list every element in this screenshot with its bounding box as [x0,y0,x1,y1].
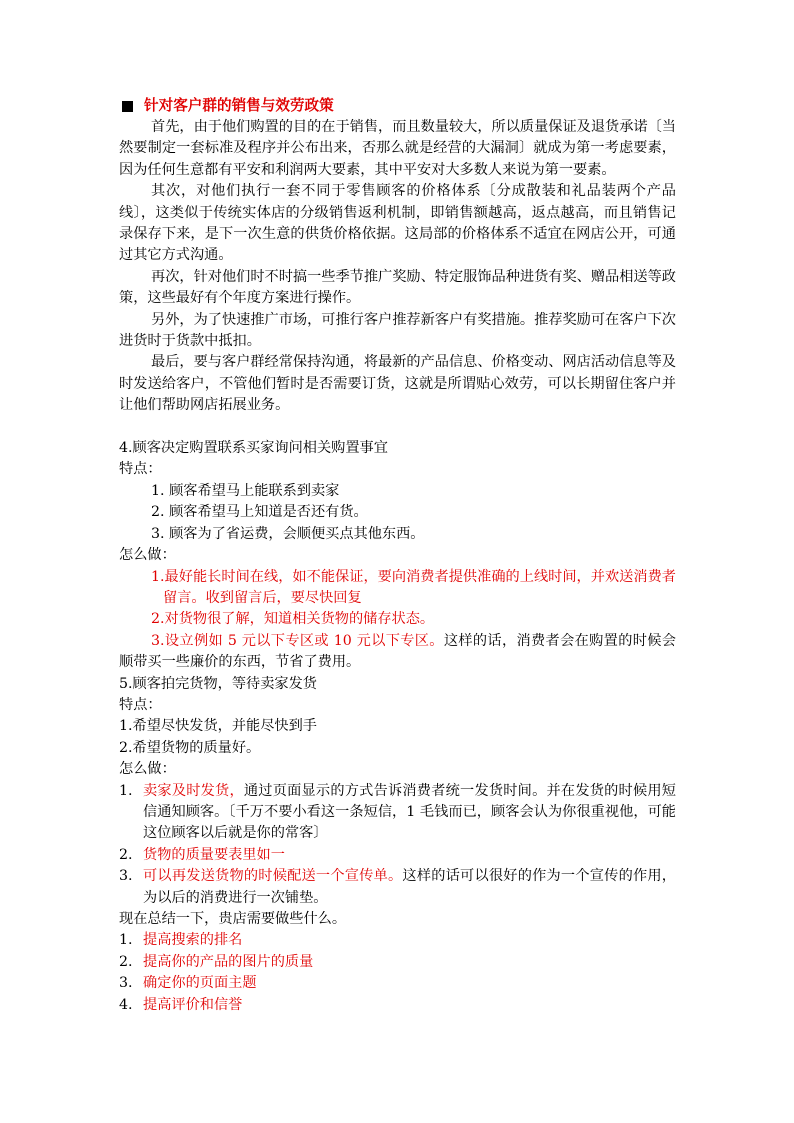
document-page [119,95,676,1016]
list-number: 3. [119,868,133,885]
section5-feature-1: 1.希望尽快发货，并能尽快到手 [119,718,317,735]
section5-howto-1-body [143,781,676,845]
summary-item-3 [119,973,676,994]
list-number: 1. [119,782,133,799]
list-number: 2. [119,846,133,863]
section4-howto-3-red: 3.设立例如 5 元以下专区或 10 元以下专区。 [151,632,444,649]
blank-line [119,417,676,438]
section5-howto-label: 怎么做： [119,761,176,778]
summary-intro: 现在总结一下，贵店需要做些什么。 [119,911,347,928]
summary-item-1 [119,930,676,951]
list-number: 3. [151,525,165,542]
section4-howto-1 [151,567,676,610]
section5-howto-3-red: 可以再发送货物的时候配送一个宣传单。 [143,868,403,885]
list-text: 顾客希望马上能联系到卖家 [169,482,340,499]
section4-howto-3-rest: 这样的话，消费者会在购置的时候会顺带买一些廉价的东西，节省了费用。 [119,632,676,671]
section5-title: 5.顾客拍完货物，等待卖家发货 [119,675,317,692]
section5-features-label: 特点： [119,696,162,713]
square-bullet-icon [122,101,133,112]
list-text: 顾客为了省运费，会顺便买点其他东西。 [169,525,425,542]
section5-howto-2 [119,845,676,866]
section5-howto-3-body [143,866,676,909]
list-number: 2. [119,953,133,970]
section5-howto-2-text: 货物的质量要表里如一 [143,846,285,863]
list-number: 4. [119,996,133,1013]
section4-feature-1 [119,481,676,502]
section4-howto-1-text: 1.最好能长时间在线，如不能保证，要向消费者提供准确的上线时间，并欢送消费者留言。收到留言后，要尽快回复 [151,568,676,606]
section4-feature-3 [119,524,676,545]
section5-howto-1-rest: 通过页面显示的方式告诉消费者统一发货时间。并在发货的时候用短信通知顾客。〔千万不要小看这一条短信，1 毛钱而已，顾客会认为你很重视他，可能这位顾客以后就是你的常客〕 [143,782,676,842]
section4-howto-1-wrap [119,567,676,610]
section5-howto-1 [119,781,676,845]
policy-paragraph-5: 最后，要与客户群经常保持沟通，将最新的产品信息、价格变动、网店活动信息等及时发送给客户，不管他们暂时是否需要订货，这就是所谓贴心效劳，可以长期留住客户并让他们帮助网店拓展业务。 [119,354,676,414]
heading-text: 针对客户群的销售与效劳政策 [144,97,334,115]
section4-features-label: 特点： [119,461,162,478]
section4-howto-2: 2.对货物很了解，知道相关货物的储存状态。 [151,611,435,628]
list-number: 2. [151,504,165,521]
list-text: 提高你的产品的图片的质量 [143,953,314,970]
section4-feature-2 [119,502,676,523]
list-number: 1. [119,932,133,949]
list-number: 3. [119,975,133,992]
list-number: 1. [151,482,165,499]
section4-howto-label: 怎么做： [119,547,176,564]
section5-howto-1-red: 卖家及时发货， [143,782,244,799]
list-text: 确定你的页面主题 [143,975,257,992]
section5-howto-3-rest: 这样的话可以很好的作为一个宣传的作用，为以后的消费进行一次铺垫。 [143,868,676,906]
section5-feature-2: 2.希望货物的质量好。 [119,739,261,756]
section-heading [119,95,676,117]
list-text: 提高搜索的排名 [143,932,243,949]
section4-howto-3 [119,631,676,674]
summary-item-4 [119,995,676,1016]
policy-paragraph-3: 再次，针对他们时不时搞一些季节推广奖励、特定服饰品种进货有奖、赠品相送等政策，这些最好有个年度方案进行操作。 [119,268,676,307]
policy-paragraph-4: 另外，为了快速推广市场，可推行客户推荐新客户有奖措施。推荐奖励可在客户下次进货时于货款中抵扣。 [119,311,676,350]
list-text: 提高评价和信誉 [143,996,243,1013]
summary-item-2 [119,952,676,973]
policy-paragraph-1: 首先，由于他们购置的目的在于销售，而且数量较大，所以质量保证及退货承诺〔当然要制定一套标准及程序并公布出来，否那么就是经营的大漏洞〕就成为第一考虑要素，因为任何生意都有平安和利润两大要素，其中平安对大多数人来说为第一要素。 [119,119,676,178]
policy-paragraph-2: 其次，对他们执行一套不同于零售顾客的价格体系〔分成散装和礼品装两个产品线〕，这类似于传统实体店的分级销售返利机制，即销售额越高，返点越高，而且销售记录保存下来，是下一次生意的供货价格依据。这局部的价格体系不适宜在网店公开，可通过其它方式沟通。 [119,183,676,264]
section4-title: 4.顾客决定购置联系买家询问相关购置事宜 [119,440,388,457]
section5-howto-3 [119,866,676,909]
list-text: 顾客希望马上知道是否还有货。 [169,504,368,521]
